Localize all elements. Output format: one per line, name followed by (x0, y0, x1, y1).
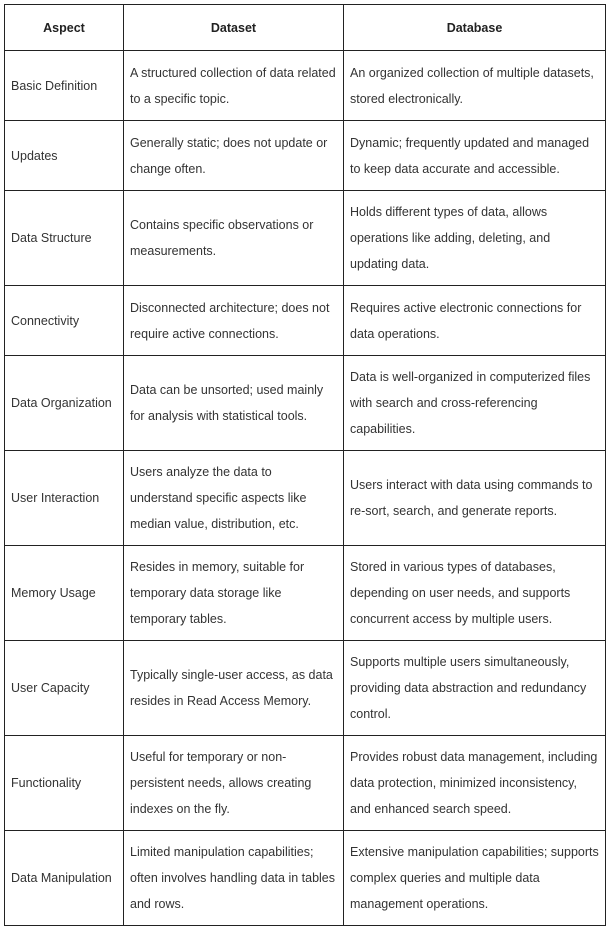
cell-dataset: Generally static; does not update or change often. (124, 121, 344, 191)
cell-dataset: Disconnected architecture; does not require active connections. (124, 286, 344, 356)
table-row (5, 286, 606, 356)
cell-database: Extensive manipulation capabilities; supports complex queries and multiple data management operations. (344, 831, 606, 926)
cell-dataset: Contains specific observations or measurements. (124, 191, 344, 286)
table-row (5, 546, 606, 641)
cell-dataset: Limited manipulation capabilities; often involves handling data in tables and rows. (124, 831, 344, 926)
table-row (5, 451, 606, 546)
cell-database: An organized collection of multiple datasets, stored electronically. (344, 51, 606, 121)
cell-aspect: Connectivity (5, 286, 124, 356)
cell-aspect: User Interaction (5, 451, 124, 546)
header-database: Database (344, 5, 606, 51)
cell-aspect: Basic Definition (5, 51, 124, 121)
table-row (5, 831, 606, 926)
table-row (5, 51, 606, 121)
cell-aspect: Data Organization (5, 356, 124, 451)
cell-database: Supports multiple users simultaneously, providing data abstraction and redundancy control. (344, 641, 606, 736)
cell-dataset: Resides in memory, suitable for temporary data storage like temporary tables. (124, 546, 344, 641)
header-aspect: Aspect (5, 5, 124, 51)
cell-dataset: Useful for temporary or non-persistent needs, allows creating indexes on the fly. (124, 736, 344, 831)
cell-database: Dynamic; frequently updated and managed to keep data accurate and accessible. (344, 121, 606, 191)
cell-database: Requires active electronic connections for data operations. (344, 286, 606, 356)
table-row (5, 641, 606, 736)
table-row (5, 736, 606, 831)
cell-aspect: Updates (5, 121, 124, 191)
cell-aspect: Functionality (5, 736, 124, 831)
cell-dataset: Data can be unsorted; used mainly for analysis with statistical tools. (124, 356, 344, 451)
cell-aspect: User Capacity (5, 641, 124, 736)
comparison-table (4, 4, 606, 926)
header-dataset: Dataset (124, 5, 344, 51)
cell-aspect: Memory Usage (5, 546, 124, 641)
cell-dataset: Users analyze the data to understand specific aspects like median value, distribution, etc. (124, 451, 344, 546)
cell-database: Users interact with data using commands to re-sort, search, and generate reports. (344, 451, 606, 546)
cell-database: Provides robust data management, including data protection, minimized inconsistency, and enhanced search speed. (344, 736, 606, 831)
cell-aspect: Data Manipulation (5, 831, 124, 926)
table-row (5, 356, 606, 451)
cell-database: Stored in various types of databases, depending on user needs, and supports concurrent access by multiple users. (344, 546, 606, 641)
table-row (5, 121, 606, 191)
cell-database: Data is well-organized in computerized files with search and cross-referencing capabilities. (344, 356, 606, 451)
header-row (5, 5, 606, 51)
cell-dataset: A structured collection of data related to a specific topic. (124, 51, 344, 121)
cell-dataset: Typically single-user access, as data resides in Read Access Memory. (124, 641, 344, 736)
cell-database: Holds different types of data, allows operations like adding, deleting, and updating data. (344, 191, 606, 286)
cell-aspect: Data Structure (5, 191, 124, 286)
table-row (5, 191, 606, 286)
